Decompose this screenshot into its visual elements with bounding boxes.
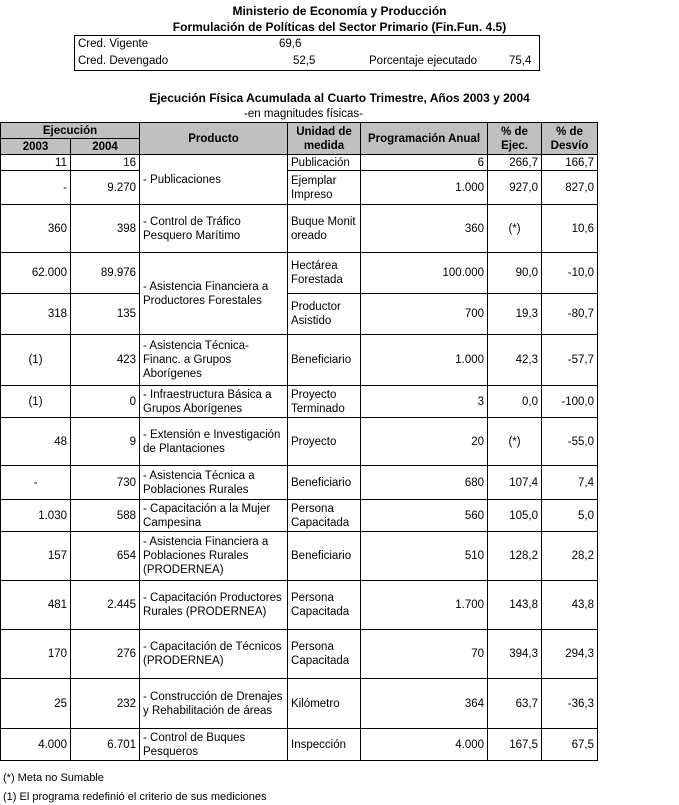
cell-pct-desvio: -80,7 — [542, 294, 598, 335]
cell-pct-ejec: 105,0 — [488, 500, 542, 532]
cell-2003: 25 — [1, 679, 71, 729]
cell-unidad: Kilómetro — [288, 679, 361, 729]
cell-pct-ejec: 927,0 — [488, 171, 542, 205]
cell-2004: 423 — [71, 335, 140, 386]
cell-unidad: Hectárea Forestada — [288, 253, 361, 294]
cell-pct-desvio: -55,0 — [542, 418, 598, 466]
cell-2004: 2.445 — [71, 581, 140, 630]
cell-unidad: Persona Capacitada — [288, 581, 361, 630]
cell-unidad: Proyecto Terminado — [288, 386, 361, 418]
header-pct-ejec: % de Ejec. — [488, 123, 542, 155]
cell-unidad: Proyecto — [288, 418, 361, 466]
cred-devengado-value: 52,5 — [293, 55, 316, 67]
cred-devengado-label: Cred. Devengado — [78, 55, 169, 67]
cell-programacion: 6 — [361, 155, 488, 171]
cell-producto: - Capacitación a la Mujer Campesina — [140, 500, 288, 532]
cell-pct-desvio: 827,0 — [542, 171, 598, 205]
cell-pct-desvio: 10,6 — [542, 205, 598, 253]
table-row — [1, 253, 598, 294]
cell-pct-desvio: 28,2 — [542, 532, 598, 581]
header-pct-desvio: % de Desvío — [542, 123, 598, 155]
cell-programacion: 360 — [361, 205, 488, 253]
cell-2004: 232 — [71, 679, 140, 729]
cell-producto: - Capacitación de Técnicos (PRODERNEA) — [140, 630, 288, 679]
cell-producto: - Asistencia Financiera a Poblaciones Rurales (PRODERNEA) — [140, 532, 288, 581]
cell-2003: (1) — [1, 386, 71, 418]
cell-programacion: 3 — [361, 386, 488, 418]
table-row — [1, 581, 598, 630]
cell-producto: - Control de Buques Pesqueros — [140, 729, 288, 761]
cell-unidad: Publicación — [288, 155, 361, 171]
header-producto: Producto — [140, 123, 288, 155]
cell-pct-desvio: 166,7 — [542, 155, 598, 171]
header-programacion: Programación Anual — [361, 123, 488, 155]
cell-pct-ejec: 128,2 — [488, 532, 542, 581]
table-row — [1, 171, 598, 205]
cell-programacion: 364 — [361, 679, 488, 729]
cell-2004: 276 — [71, 630, 140, 679]
cell-pct-desvio: 7,4 — [542, 466, 598, 500]
cell-programacion: 1.700 — [361, 581, 488, 630]
header-unidad: Unidad de medida — [288, 123, 361, 155]
cell-producto: - Asistencia Técnica-Financ. a Grupos Aborígenes — [140, 335, 288, 386]
cell-pct-ejec: 90,0 — [488, 253, 542, 294]
cell-2004: 135 — [71, 294, 140, 335]
cell-2003: 360 — [1, 205, 71, 253]
cred-vigente-value: 69,6 — [279, 38, 302, 50]
cell-pct-desvio: -36,3 — [542, 679, 598, 729]
table-row — [1, 500, 598, 532]
cell-pct-ejec: 19,3 — [488, 294, 542, 335]
cell-producto: - Construcción de Drenajes y Rehabilitación de áreas — [140, 679, 288, 729]
cell-producto: - Control de Tráfico Pesquero Marítimo — [140, 205, 288, 253]
cell-pct-desvio: -57,7 — [542, 335, 598, 386]
cell-2003: 157 — [1, 532, 71, 581]
cell-pct-ejec: 167,5 — [488, 729, 542, 761]
cell-unidad: Beneficiario — [288, 532, 361, 581]
cell-unidad: Buque Monitoreado — [288, 205, 361, 253]
table-row — [1, 386, 598, 418]
porcentaje-label: Porcentaje ejecutado — [369, 55, 478, 67]
cell-producto: - Asistencia Técnica a Poblaciones Rurales — [140, 466, 288, 500]
cell-2003: - — [1, 171, 71, 205]
cell-pct-ejec: 143,8 — [488, 581, 542, 630]
table-row — [1, 155, 598, 171]
header-ejecucion: Ejecución — [1, 123, 140, 139]
cell-programacion: 680 — [361, 466, 488, 500]
table-row — [1, 335, 598, 386]
cell-pct-ejec: 0,0 — [488, 386, 542, 418]
cell-pct-desvio: 67,5 — [542, 729, 598, 761]
execution-table — [0, 122, 598, 761]
cell-2003: 1.030 — [1, 500, 71, 532]
cell-2004: 730 — [71, 466, 140, 500]
header-2003: 2003 — [1, 139, 71, 155]
footnote-meta-no-sumable: (*) Meta no Sumable — [3, 772, 104, 784]
cell-pct-ejec: (*) — [488, 418, 542, 466]
cell-unidad: Inspección — [288, 729, 361, 761]
cell-2004: 588 — [71, 500, 140, 532]
cell-2004: 0 — [71, 386, 140, 418]
cell-2003: (1) — [1, 335, 71, 386]
table-row — [1, 532, 598, 581]
cell-2004: 9 — [71, 418, 140, 466]
cell-pct-ejec: 107,4 — [488, 466, 542, 500]
cell-pct-desvio: -100,0 — [542, 386, 598, 418]
table-row — [1, 630, 598, 679]
cell-programacion: 4.000 — [361, 729, 488, 761]
cell-2003: 170 — [1, 630, 71, 679]
cell-producto: - Publicaciones — [140, 155, 288, 205]
cell-programacion: 1.000 — [361, 335, 488, 386]
cell-pct-ejec: 266,7 — [488, 155, 542, 171]
cell-2004: 6.701 — [71, 729, 140, 761]
cell-2003: 318 — [1, 294, 71, 335]
cell-programacion: 70 — [361, 630, 488, 679]
cell-unidad: Ejemplar Impreso — [288, 171, 361, 205]
cell-pct-ejec: 42,3 — [488, 335, 542, 386]
cell-pct-ejec: 394,3 — [488, 630, 542, 679]
cell-2003: 48 — [1, 418, 71, 466]
cell-programacion: 20 — [361, 418, 488, 466]
cell-unidad: Productor Asistido — [288, 294, 361, 335]
cell-2004: 654 — [71, 532, 140, 581]
cell-pct-ejec: (*) — [488, 205, 542, 253]
cell-producto: - Infraestructura Básica a Grupos Aborígenes — [140, 386, 288, 418]
cell-2004: 89.976 — [71, 253, 140, 294]
formulation-title: Formulación de Políticas del Sector Primario (Fin.Fun. 4.5) — [172, 20, 507, 34]
cell-2004: 398 — [71, 205, 140, 253]
cell-programacion: 100.000 — [361, 253, 488, 294]
cell-pct-desvio: 43,8 — [542, 581, 598, 630]
cell-2003: 11 — [1, 155, 71, 171]
cell-producto: - Extensión e Investigación de Plantaciones — [140, 418, 288, 466]
cell-programacion: 510 — [361, 532, 488, 581]
cell-programacion: 700 — [361, 294, 488, 335]
table-title: Ejecución Física Acumulada al Cuarto Trimestre, Años 2003 y 2004 — [149, 91, 530, 105]
cell-unidad: Persona Capacitada — [288, 630, 361, 679]
cell-unidad: Beneficiario — [288, 335, 361, 386]
cell-unidad: Persona Capacitada — [288, 500, 361, 532]
table-row — [1, 294, 598, 335]
cell-pct-desvio: 294,3 — [542, 630, 598, 679]
cell-2003: 62.000 — [1, 253, 71, 294]
table-row — [1, 418, 598, 466]
table-row — [1, 205, 598, 253]
cell-unidad: Beneficiario — [288, 466, 361, 500]
cell-2004: 16 — [71, 155, 140, 171]
table-row — [1, 729, 598, 761]
cell-pct-desvio: 5,0 — [542, 500, 598, 532]
table-row — [1, 679, 598, 729]
cell-programacion: 1.000 — [361, 171, 488, 205]
cell-2003: - — [1, 466, 71, 500]
footnote-criterio: (1) El programa redefinió el criterio de sus mediciones — [3, 791, 267, 803]
ministry-title: Ministerio de Economía y Producción — [232, 4, 447, 18]
cell-2003: 4.000 — [1, 729, 71, 761]
credit-summary-box — [74, 35, 540, 71]
cell-producto: - Capacitación Productores Rurales (PRODERNEA) — [140, 581, 288, 630]
cell-pct-desvio: -10,0 — [542, 253, 598, 294]
cell-producto: - Asistencia Financiera a Productores Forestales — [140, 253, 288, 335]
table-row — [1, 466, 598, 500]
table-subtitle: -en magnitudes físicas- — [244, 108, 363, 120]
header-2004: 2004 — [71, 139, 140, 155]
cred-vigente-label: Cred. Vigente — [78, 38, 149, 50]
cell-2003: 481 — [1, 581, 71, 630]
cell-2004: 9.270 — [71, 171, 140, 205]
porcentaje-value: 75,4 — [509, 55, 532, 67]
cell-pct-ejec: 63,7 — [488, 679, 542, 729]
cell-programacion: 560 — [361, 500, 488, 532]
